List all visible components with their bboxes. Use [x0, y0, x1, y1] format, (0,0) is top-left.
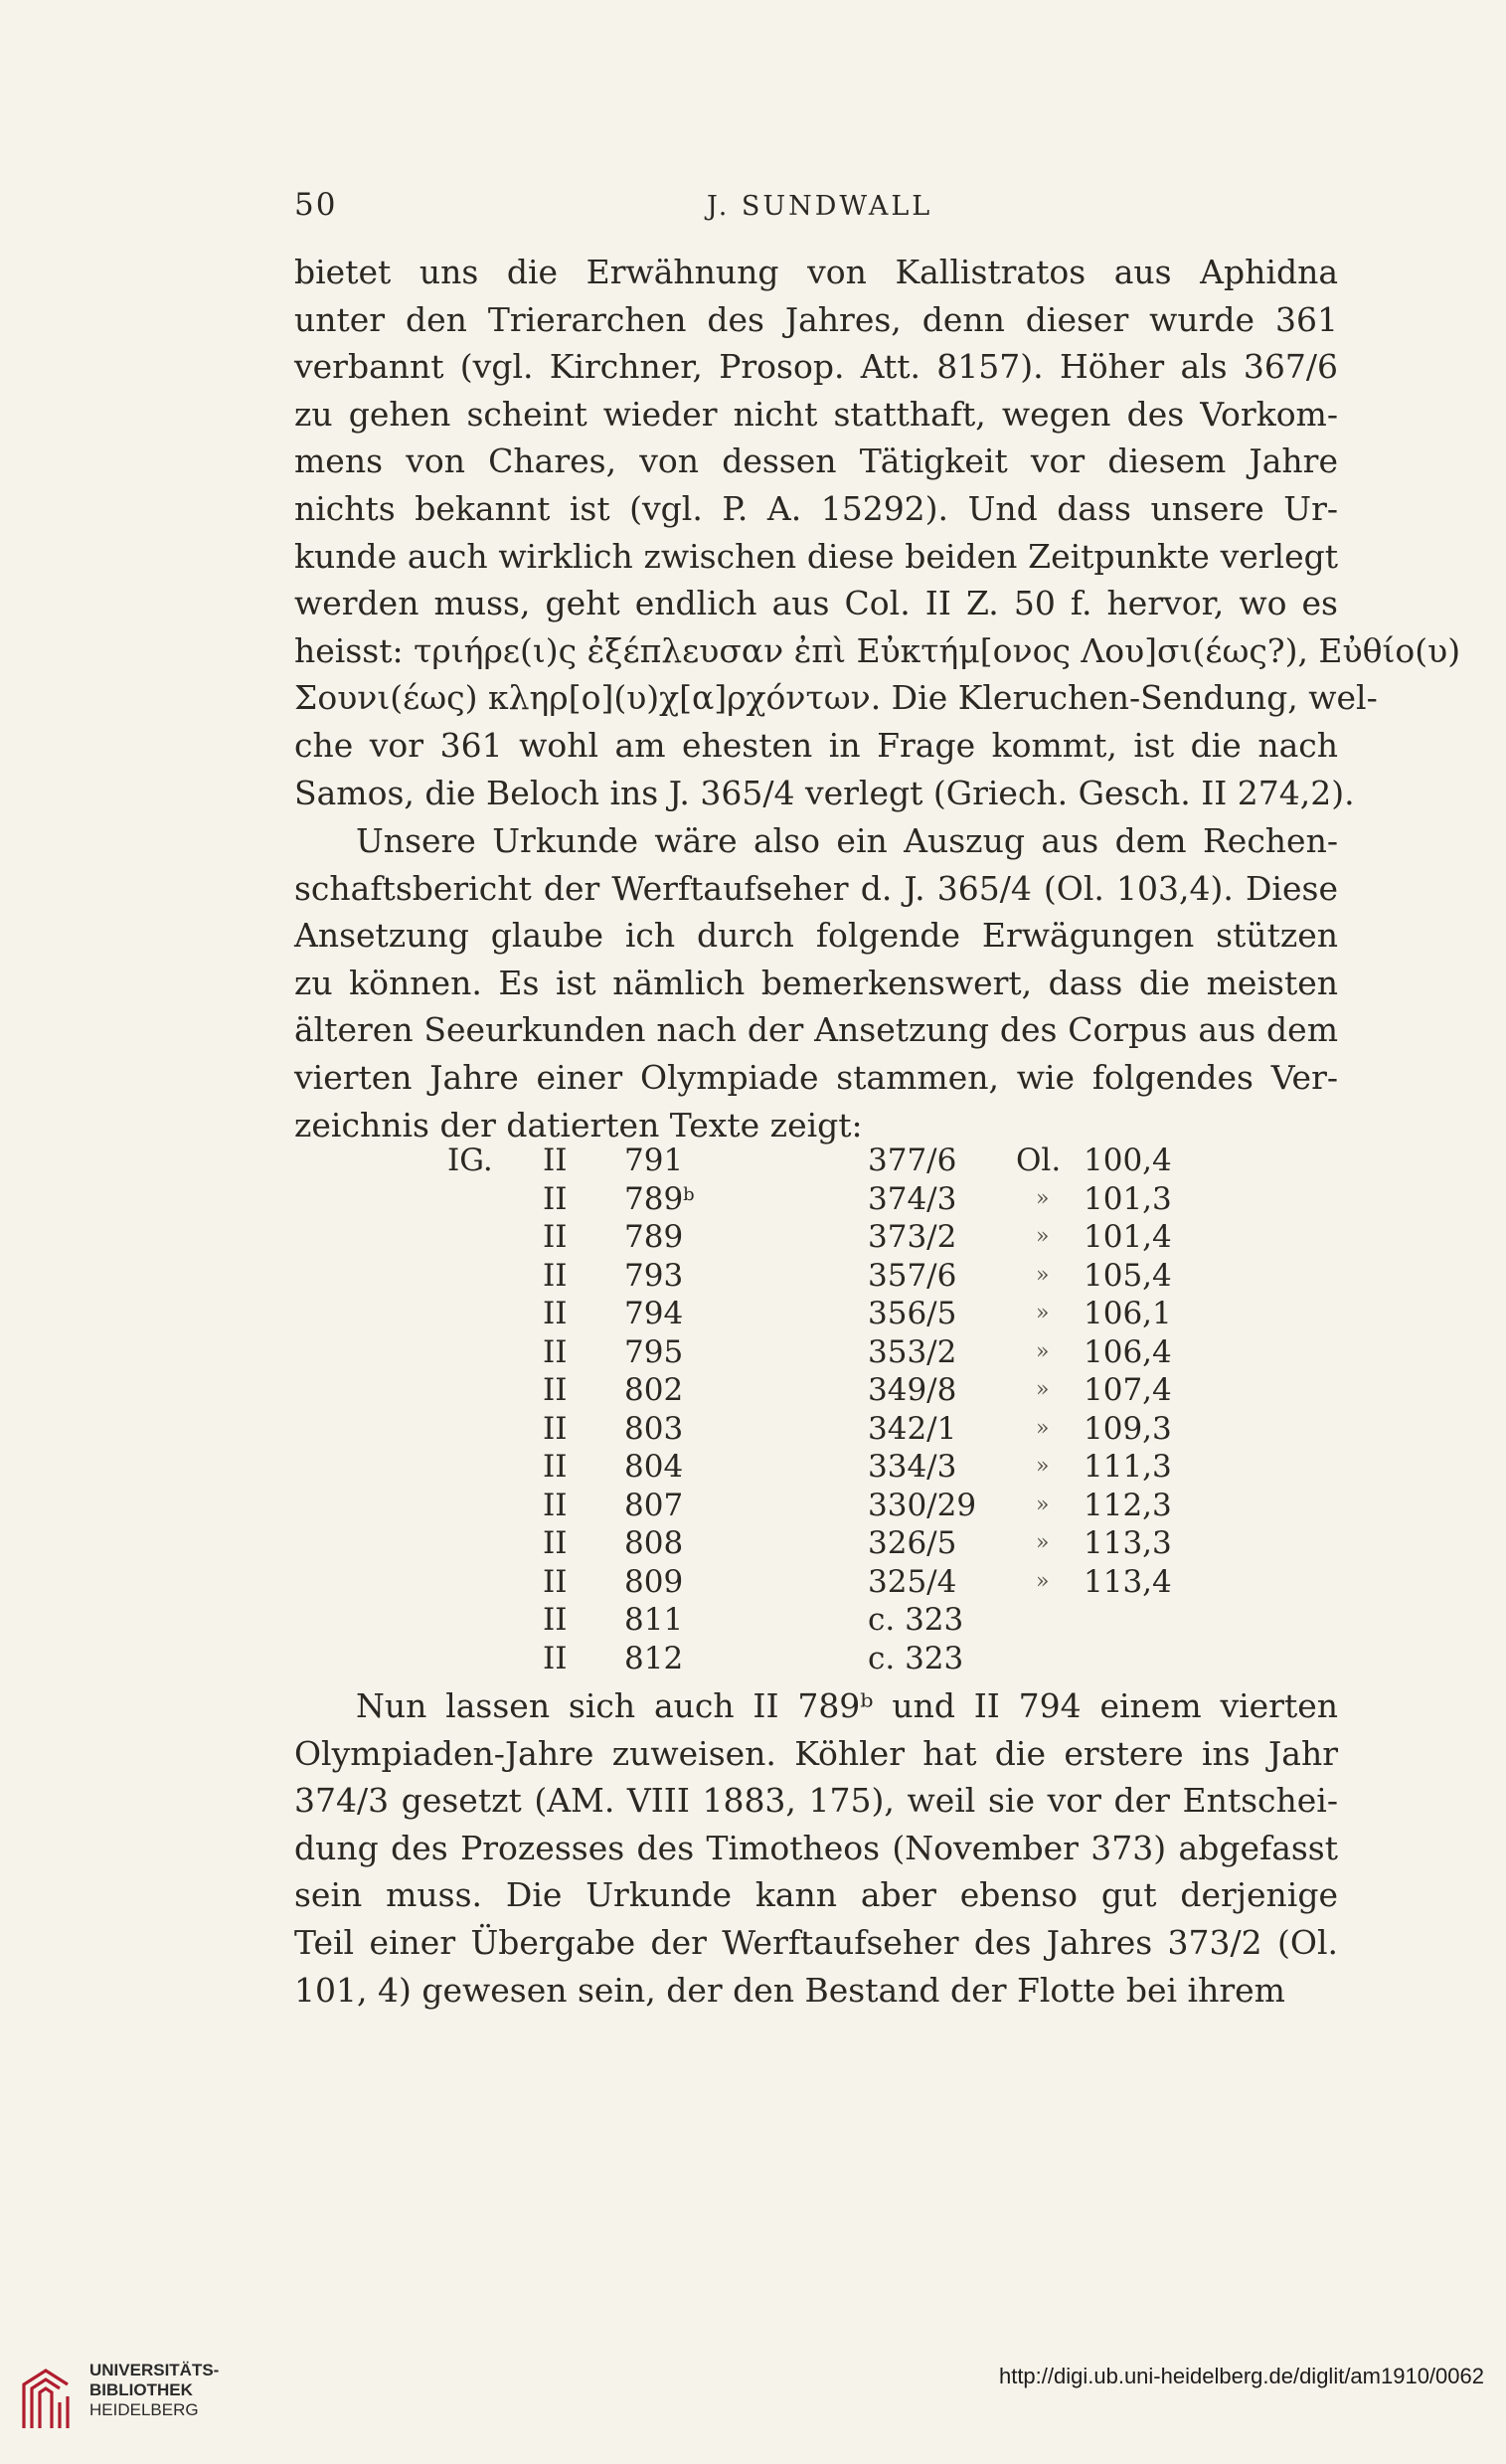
ditto-mark: » — [1036, 1568, 1050, 1594]
inscription-number-cell: 808 — [624, 1525, 684, 1561]
text-line: Ansetzung glaube ich durch folgende Erwägungen stützen — [294, 916, 1338, 956]
paragraph-1 — [294, 249, 1461, 816]
inscription-number-cell: 807 — [624, 1487, 684, 1523]
year-cell: c. 323 — [868, 1602, 964, 1638]
table-row — [447, 1180, 1243, 1219]
olympiad-cell: 107,4 — [1084, 1372, 1172, 1408]
text-line: heisst: τριήρε(ι)ς ἐξέπλευσαν ἐπὶ Εὐκτήμ[ονος Λου]σι(έως?), Εὐθίο(υ) — [294, 630, 1461, 670]
text-line: verbannt (vgl. Kirchner, Prosop. Att. 8157). Höher als 367/6 — [294, 347, 1338, 387]
volume-cell: II — [543, 1602, 568, 1638]
text-line: älteren Seeurkunden nach der Ansetzung des Corpus aus dem — [294, 1010, 1338, 1050]
running-header — [294, 187, 1338, 227]
olympiad-cell: 100,4 — [1084, 1143, 1172, 1178]
ditto-mark: » — [1036, 1185, 1050, 1211]
running-head-author: J. SUNDWALL — [707, 191, 933, 222]
inscription-number-cell: 795 — [624, 1333, 684, 1370]
text-line: unter den Trierarchen des Jahres, denn dieser wurde 361 — [294, 299, 1338, 339]
table-row — [447, 1640, 1243, 1678]
source-url-link[interactable]: http://digi.ub.uni-heidelberg.de/diglit/am1910/0062 — [998, 2364, 1484, 2388]
table-row — [447, 1295, 1243, 1333]
olympiad-cell: 113,3 — [1084, 1525, 1172, 1561]
ditto-mark: » — [1036, 1415, 1050, 1441]
ditto-mark: » — [1036, 1224, 1050, 1249]
paragraph-2 — [294, 817, 1338, 1148]
ditto-mark: » — [1036, 1454, 1050, 1479]
table-row — [447, 1218, 1243, 1257]
ditto-mark: » — [1036, 1377, 1050, 1402]
inscription-number-cell: 802 — [624, 1372, 684, 1408]
text-line: Samos, die Beloch ins J. 365/4 verlegt (Griech. Gesch. II 274,2). — [294, 773, 1355, 812]
volume-cell: II — [543, 1333, 568, 1370]
table-row — [447, 1487, 1243, 1525]
table-row — [447, 1448, 1243, 1487]
text-line: bietet uns die Erwähnung von Kallistratos aus Aphidna — [294, 253, 1338, 291]
text-line: 374/3 gesetzt (AM. VIII 1883, 175), weil sie vor der Entschei- — [294, 1781, 1338, 1821]
year-cell: 356/5 — [868, 1296, 957, 1331]
inscription-number-cell: 811 — [624, 1602, 684, 1638]
text-line: Nun lassen sich auch II 789ᵇ und II 794 einem vierten — [356, 1686, 1338, 1725]
ditto-mark: » — [1036, 1262, 1050, 1288]
inscription-number-cell: 803 — [624, 1410, 684, 1447]
inscription-number-cell: 789 — [624, 1219, 684, 1255]
inscription-number-cell: 809 — [624, 1563, 684, 1600]
text-line: 101, 4) gewesen sein, der den Bestand der Flotte bei ihrem — [294, 1970, 1285, 2010]
volume-cell: II — [543, 1525, 568, 1561]
text-line: Olympiaden-Jahre zuweisen. Köhler hat die erstere ins Jahr — [294, 1733, 1338, 1773]
olympiad-cell: 113,4 — [1084, 1563, 1172, 1600]
inscription-number-cell: 793 — [624, 1257, 684, 1294]
volume-cell: II — [543, 1372, 568, 1408]
volume-cell: II — [543, 1487, 568, 1523]
text-line: zu gehen scheint wieder nicht statthaft, wegen des Vorkom- — [294, 394, 1338, 434]
table-row — [447, 1257, 1243, 1296]
text-line: mens von Chares, von dessen Tätigkeit vor diesem Jahre — [294, 441, 1338, 481]
year-cell: 373/2 — [868, 1219, 957, 1255]
year-cell: 374/3 — [868, 1180, 957, 1217]
inscription-number-cell: 791 — [624, 1143, 684, 1178]
volume-cell: II — [543, 1449, 568, 1485]
text-line: che vor 361 wohl am ehesten in Frage kommt, ist die nach — [294, 725, 1338, 765]
olympiad-cell: 106,1 — [1084, 1296, 1172, 1331]
volume-cell: II — [543, 1410, 568, 1447]
olympiad-cell: 101,3 — [1084, 1180, 1172, 1217]
table-row — [447, 1142, 1243, 1180]
text-line: Unsere Urkunde wäre also ein Auszug aus dem Rechen- — [356, 821, 1338, 860]
inscription-number-cell: 794 — [624, 1296, 684, 1331]
ditto-mark: » — [1036, 1530, 1050, 1555]
olympiad-cell: 109,3 — [1084, 1410, 1172, 1447]
inscription-number-cell: 804 — [624, 1449, 684, 1485]
text-line: werden muss, geht endlich aus Col. II Z. 50 f. hervor, wo es — [294, 584, 1338, 623]
library-footer — [0, 2355, 1506, 2464]
year-cell: 353/2 — [868, 1333, 957, 1370]
year-cell: 326/5 — [868, 1525, 957, 1561]
olympiad-cell: 106,4 — [1084, 1333, 1172, 1370]
inscription-number-cell: 789$^b$ — [624, 1180, 695, 1217]
text-line: schaftsbericht der Werftaufseher d. J. 365/4 (Ol. 103,4). Diese — [294, 868, 1338, 908]
table-row — [447, 1601, 1243, 1640]
year-cell: c. 323 — [868, 1640, 964, 1676]
ig-label: IG. — [447, 1143, 493, 1178]
table-row — [447, 1333, 1243, 1372]
text-line: zeichnis der datierten Texte zeigt: — [294, 1105, 863, 1144]
volume-cell: II — [543, 1563, 568, 1600]
year-cell: 377/6 — [868, 1143, 957, 1178]
olympiad-cell: 105,4 — [1084, 1257, 1172, 1294]
table-row — [447, 1563, 1243, 1602]
superscript: b — [683, 1183, 695, 1205]
year-cell: 349/8 — [868, 1372, 957, 1408]
text-line: zu können. Es ist nämlich bemerkenswert, dass die meisten — [294, 963, 1338, 1002]
ditto-mark: » — [1036, 1338, 1050, 1364]
text-line: kunde auch wirklich zwischen diese beiden Zeitpunkte verlegt — [294, 536, 1338, 576]
year-cell: 330/29 — [868, 1487, 977, 1523]
volume-cell: II — [543, 1143, 568, 1178]
year-cell: 334/3 — [868, 1449, 957, 1485]
volume-cell: II — [543, 1257, 568, 1294]
year-cell: 325/4 — [868, 1563, 957, 1600]
library-name: UNIVERSITÄTS- BIBLIOTHEK HEIDELBERG — [89, 2361, 220, 2419]
olympiad-label: Ol. — [1016, 1143, 1062, 1178]
text-line: sein muss. Die Urkunde kann aber ebenso gut derjenige — [294, 1875, 1338, 1915]
ditto-mark: » — [1036, 1492, 1050, 1517]
text-line: nichts bekannt ist (vgl. P. A. 15292). Und dass unsere Ur- — [294, 488, 1338, 528]
text-line: vierten Jahre einer Olympiade stammen, wie folgendes Ver- — [294, 1057, 1338, 1097]
volume-cell: II — [543, 1640, 568, 1676]
olympiad-cell: 101,4 — [1084, 1219, 1172, 1255]
text-line: dung des Prozesses des Timotheos (November 373) abgefasst — [294, 1828, 1338, 1867]
page-number: 50 — [294, 187, 338, 223]
volume-cell: II — [543, 1219, 568, 1255]
year-cell: 357/6 — [868, 1257, 957, 1294]
ditto-mark: » — [1036, 1301, 1050, 1325]
volume-cell: II — [543, 1296, 568, 1331]
inscription-number-cell: 812 — [624, 1640, 684, 1676]
paragraph-3 — [294, 1682, 1338, 2014]
dated-inscriptions-table — [447, 1142, 1243, 1677]
library-logo-icon — [16, 2363, 76, 2434]
table-row — [447, 1410, 1243, 1449]
olympiad-cell: 111,3 — [1084, 1449, 1172, 1485]
volume-cell: II — [543, 1180, 568, 1217]
text-line: Σουνι(έως) κληρ[ο](υ)χ[α]ρχόντων. Die Kleruchen-Sendung, wel- — [294, 678, 1378, 718]
year-cell: 342/1 — [868, 1410, 957, 1447]
text-line: Teil einer Übergabe der Werftaufseher des Jahres 373/2 (Ol. — [294, 1922, 1338, 1962]
table-row — [447, 1371, 1243, 1410]
olympiad-cell: 112,3 — [1084, 1487, 1172, 1523]
table-row — [447, 1524, 1243, 1563]
